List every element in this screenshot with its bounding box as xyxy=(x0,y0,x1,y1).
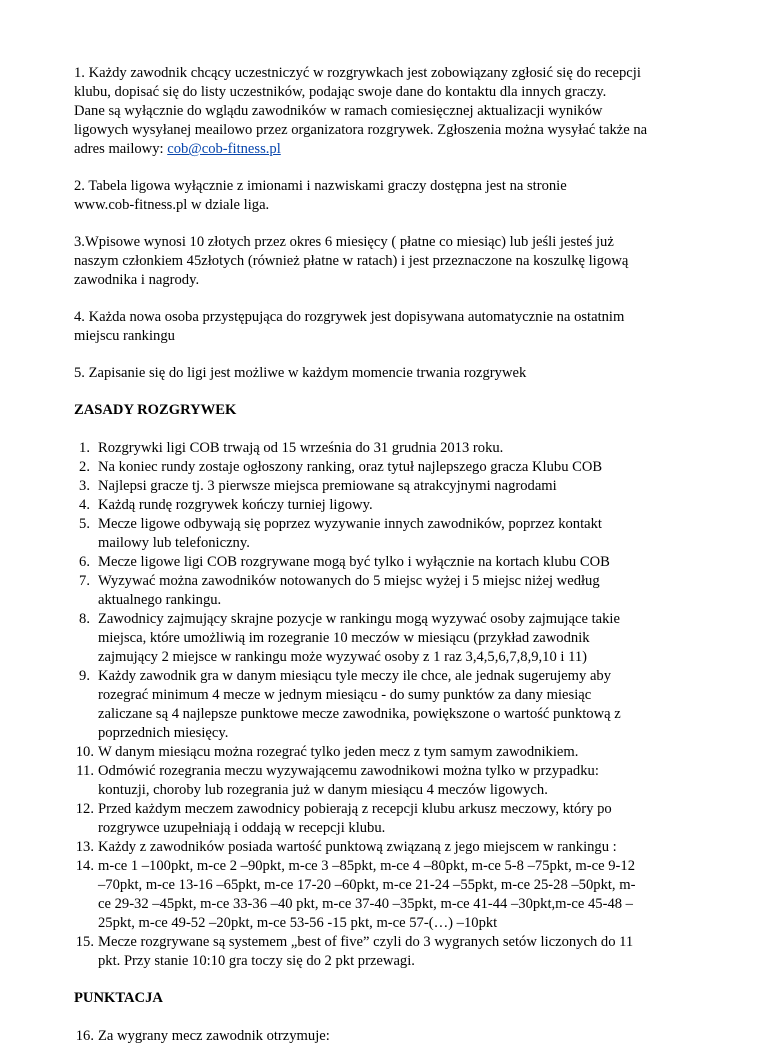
document-page xyxy=(74,64,704,1064)
text-line: zawodnika i nagrody. xyxy=(74,272,200,288)
list-number: 4. xyxy=(79,497,90,513)
list-number: 11. xyxy=(76,763,94,779)
list-number: 8. xyxy=(79,611,90,627)
list-item xyxy=(74,762,704,800)
text-line: Każdą rundę rozgrywek kończy turniej ligowy. xyxy=(98,497,373,513)
points-list xyxy=(74,1027,704,1046)
text-line: zajmujący 2 miejsce w rankingu może wyzywać osoby z 1 raz 3,4,5,6,7,8,9,10 i 11) xyxy=(98,649,588,665)
email-prefix: adres mailowy: xyxy=(74,141,168,157)
text-line: Rozgrywki ligi COB trwają od 15 września do 31 grudnia 2013 roku. xyxy=(98,440,504,456)
list-item xyxy=(74,857,704,933)
text-line: 25pkt, m-ce 49-52 –20pkt, m-ce 53-56 -15 pkt, m-ce 57-(…) –10pkt xyxy=(98,915,498,931)
text-line: 3.Wpisowe wynosi 10 złotych przez okres 6 miesięcy ( płatne co miesiąc) lub jeśli jesteś już xyxy=(74,234,614,250)
text-line xyxy=(74,140,704,159)
list-number: 5. xyxy=(79,516,90,532)
text-line: Mecze ligowe odbywają się poprzez wyzywanie innych zawodników, poprzez kontakt xyxy=(98,516,602,532)
list-number: 12. xyxy=(75,801,94,817)
text-line: Mecze rozgrywane są systemem „best of five” czyli do 3 wygranych setów liczonych do 11 xyxy=(98,934,634,950)
text-line: kontuzji, choroby lub rozegrania już w danym miesiącu 4 meczów ligowych. xyxy=(98,782,548,798)
text-line: Mecze ligowe ligi COB rozgrywane mogą być tylko i wyłącznie na kortach klubu COB xyxy=(98,554,610,570)
email-link[interactable]: cob@cob-fitness.pl xyxy=(167,141,281,157)
text-line: Za wygrany mecz zawodnik otrzymuje: xyxy=(98,1028,330,1044)
text-line: Na koniec rundy zostaje ogłoszony ranking, oraz tytuł najlepszego gracza Klubu COB xyxy=(98,459,603,475)
list-number: 14. xyxy=(75,858,94,874)
list-number: 7. xyxy=(79,573,90,589)
rules-heading: ZASADY ROZGRYWEK xyxy=(74,402,237,418)
text-line: miejscu rankingu xyxy=(74,328,175,344)
text-line: 5. Zapisanie się do ligi jest możliwe w każdym momencie trwania rozgrywek xyxy=(74,365,527,381)
text-line: rozegrać minimum 4 mecze w jednym miesiącu - do sumy punktów za dany miesiąc xyxy=(98,687,592,703)
text-line: ligowych wysyłanej meailowo przez organizatora rozgrywek. Zgłoszenia można wysyłać także na xyxy=(74,122,648,138)
list-item xyxy=(74,553,704,572)
intro-paragraph-5 xyxy=(74,364,704,383)
text-line: ce 29-32 –45pkt, m-ce 33-36 –40 pkt, m-ce 37-40 –35pkt, m-ce 41-44 –30pkt,m-ce 45-48 – xyxy=(98,896,633,912)
list-item xyxy=(74,515,704,553)
list-number: 16. xyxy=(75,1028,94,1044)
text-line: Każdy zawodnik gra w danym miesiącu tyle meczy ile chce, ale jednak sugerujemy aby xyxy=(98,668,612,684)
text-line: m-ce 1 –100pkt, m-ce 2 –90pkt, m-ce 3 –85pkt, m-ce 4 –80pkt, m-ce 5-8 –75pkt, m-ce 9-12 xyxy=(98,858,635,874)
list-item xyxy=(74,477,704,496)
text-line: –70pkt, m-ce 13-16 –65pkt, m-ce 17-20 –60pkt, m-ce 21-24 –55pkt, m-ce 25-28 –50pkt, m- xyxy=(98,877,636,893)
text-line: Najlepsi gracze tj. 3 pierwsze miejsca premiowane są atrakcyjnymi nagrodami xyxy=(98,478,557,494)
text-line: klubu, dopisać się do listy uczestników, podając swoje dane do kontaktu dla innych graczy. xyxy=(74,84,607,100)
intro-paragraph-2 xyxy=(74,177,704,215)
intro-paragraph-4 xyxy=(74,308,704,346)
text-line: naszym członkiem 45złotych (również płatne w ratach) i jest przeznaczone na koszulkę ligową xyxy=(74,253,629,269)
text-line: 2. Tabela ligowa wyłącznie z imionami i nazwiskami graczy dostępna jest na stronie xyxy=(74,178,567,194)
text-line: aktualnego rankingu. xyxy=(98,592,222,608)
points-heading: PUNKTACJA xyxy=(74,990,163,1006)
text-line: Odmówić rozegrania meczu wyzywającemu zawodnikowi można tylko w przypadku: xyxy=(98,763,599,779)
list-item xyxy=(74,743,704,762)
text-line: mailowy lub telefoniczny. xyxy=(98,535,250,551)
text-line: pkt. Przy stanie 10:10 gra toczy się do 2 pkt przewagi. xyxy=(98,953,415,969)
intro-paragraph-1 xyxy=(74,64,704,159)
list-item xyxy=(74,838,704,857)
list-item xyxy=(74,800,704,838)
rules-list xyxy=(74,439,704,971)
text-line: Dane są wyłącznie do wglądu zawodników w ramach comiesięcznej aktualizacji wyników xyxy=(74,103,603,119)
text-line: miejsca, które umożliwią im rozegranie 10 meczów w miesiącu (przykład zawodnik xyxy=(98,630,590,646)
text-line: zaliczane są 4 najlepsze punktowe mecze zawodnika, powiększone o wartość punktową z xyxy=(98,706,621,722)
text-line: 1. Każdy zawodnik chcący uczestniczyć w rozgrywkach jest zobowiązany zgłosić się do recepcji xyxy=(74,65,641,81)
list-item xyxy=(74,572,704,610)
intro-paragraph-3 xyxy=(74,233,704,290)
list-number: 13. xyxy=(75,839,94,855)
text-line: 4. Każda nowa osoba przystępująca do rozgrywek jest dopisywana automatycznie na ostatnim xyxy=(74,309,625,325)
list-number: 3. xyxy=(79,478,90,494)
text-line: Zawodnicy zajmujący skrajne pozycje w rankingu mogą wyzywać osoby zajmujące takie xyxy=(98,611,620,627)
text-line: www.cob-fitness.pl w dziale liga. xyxy=(74,197,270,213)
list-number: 6. xyxy=(79,554,90,570)
list-number: 9. xyxy=(79,668,90,684)
list-item xyxy=(74,496,704,515)
text-line: Każdy z zawodników posiada wartość punktową związaną z jego miejscem w rankingu : xyxy=(98,839,617,855)
list-item xyxy=(74,1027,704,1046)
list-number: 1. xyxy=(79,440,90,456)
list-item xyxy=(74,458,704,477)
text-line: Wyzywać można zawodników notowanych do 5 miejsc wyżej i 5 miejsc niżej według xyxy=(98,573,600,589)
list-number: 10. xyxy=(75,744,94,760)
list-item xyxy=(74,610,704,667)
list-number: 15. xyxy=(75,934,94,950)
list-item xyxy=(74,439,704,458)
text-line: W danym miesiącu można rozegrać tylko jeden mecz z tym samym zawodnikiem. xyxy=(98,744,579,760)
list-item xyxy=(74,933,704,971)
list-number: 2. xyxy=(79,459,90,475)
text-line: rozgrywce uzupełniają i oddają w recepcji klubu. xyxy=(98,820,386,836)
text-line: poprzednich miesięcy. xyxy=(98,725,229,741)
list-item xyxy=(74,667,704,743)
text-line: Przed każdym meczem zawodnicy pobierają z recepcji klubu arkusz meczowy, który po xyxy=(98,801,612,817)
